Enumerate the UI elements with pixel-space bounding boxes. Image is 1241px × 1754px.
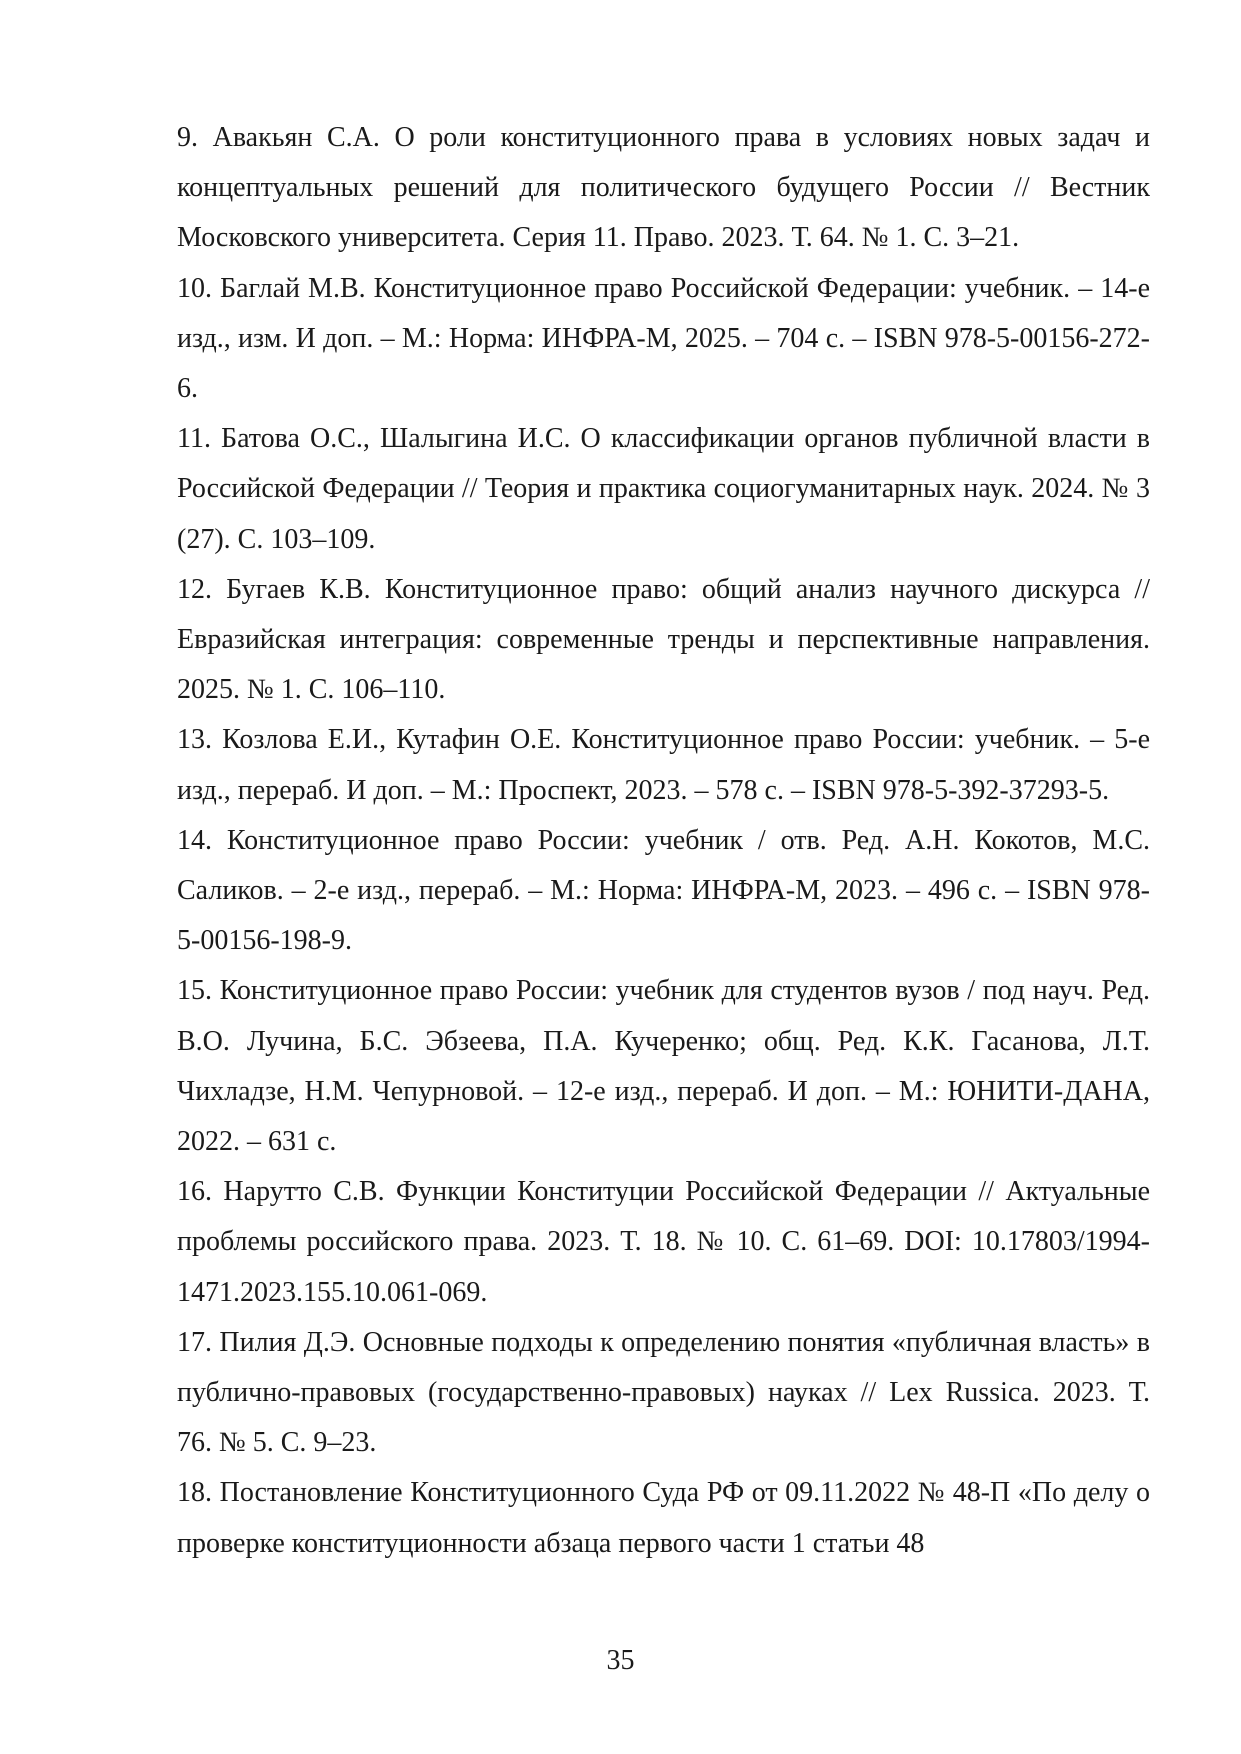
reference-item-13: 13. Козлова Е.И., Кутафин О.Е. Конституционное право России: учебник. – 5-е изд., перераб. И доп. – М.: Проспект, 2023. – 578 с. – ISBN 978-5-392-37293-5. <box>177 724 1150 806</box>
reference-item-15: 15. Конституционное право России: учебник для студентов вузов / под науч. Ред. В.О. Лучина, Б.С. Эбзеева, П.А. Кучеренко; общ. Ред. К.К. Гасанова, Л.Т. Чихладзе, Н.М. Чепурновой. – 12-е изд., перераб. И доп. – М.: ЮНИТИ-ДАНА, 2022. – 631 с. <box>177 975 1150 1158</box>
page-number: 35 <box>606 1645 635 1676</box>
reference-item-14: 14. Конституционное право России: учебник / отв. Ред. А.Н. Кокотов, М.С. Саликов. – 2-е изд., перераб. – М.: Норма: ИНФРА-М, 2023. – 496 с. – ISBN 978-5-00156-198-9. <box>177 824 1150 957</box>
reference-item-16: 16. Нарутто С.В. Функции Конституции Российской Федерации // Актуальные проблемы российского права. 2023. Т. 18. № 10. С. 61–69. DOI: 10.17803/1994-1471.2023.155.10.061-069. <box>177 1176 1150 1308</box>
reference-item-18: 18. Постановление Конституционного Суда РФ от 09.11.2022 № 48-П «По делу о проверке конституционности абзаца первого части 1 статьи 48 <box>177 1477 1150 1559</box>
reference-item-17: 17. Пилия Д.Э. Основные подходы к определению понятия «публичная власть» в публично-правовых (государственно-правовых) науках // Lex Russica. 2023. Т. 76. № 5. С. 9–23. <box>177 1326 1150 1459</box>
reference-item-10: 10. Баглай М.В. Конституционное право Российской Федерации: учебник. – 14-е изд., изм. И доп. – М.: Норма: ИНФРА-М, 2025. – 704 с. – ISBN 978-5-00156-272-6. <box>177 272 1150 405</box>
reference-item-12: 12. Бугаев К.В. Конституционное право: общий анализ научного дискурса // Евразийская интеграция: современные тренды и перспективные направления. 2025. № 1. С. 106–110. <box>177 573 1150 706</box>
reference-item-9: 9. Авакьян С.А. О роли конституционного права в условиях новых задач и концептуальных решений для политического будущего России // Вестник Московского университета. Серия 11. Право. 2023. Т. 64. № 1. С. 3–21. <box>177 122 1150 254</box>
bibliography-list <box>177 113 1150 1569</box>
reference-item-11: 11. Батова О.С., Шалыгина И.С. О классификации органов публичной власти в Российской Федерации // Теория и практика социогуманитарных наук. 2024. № 3 (27). С. 103–109. <box>177 423 1150 555</box>
